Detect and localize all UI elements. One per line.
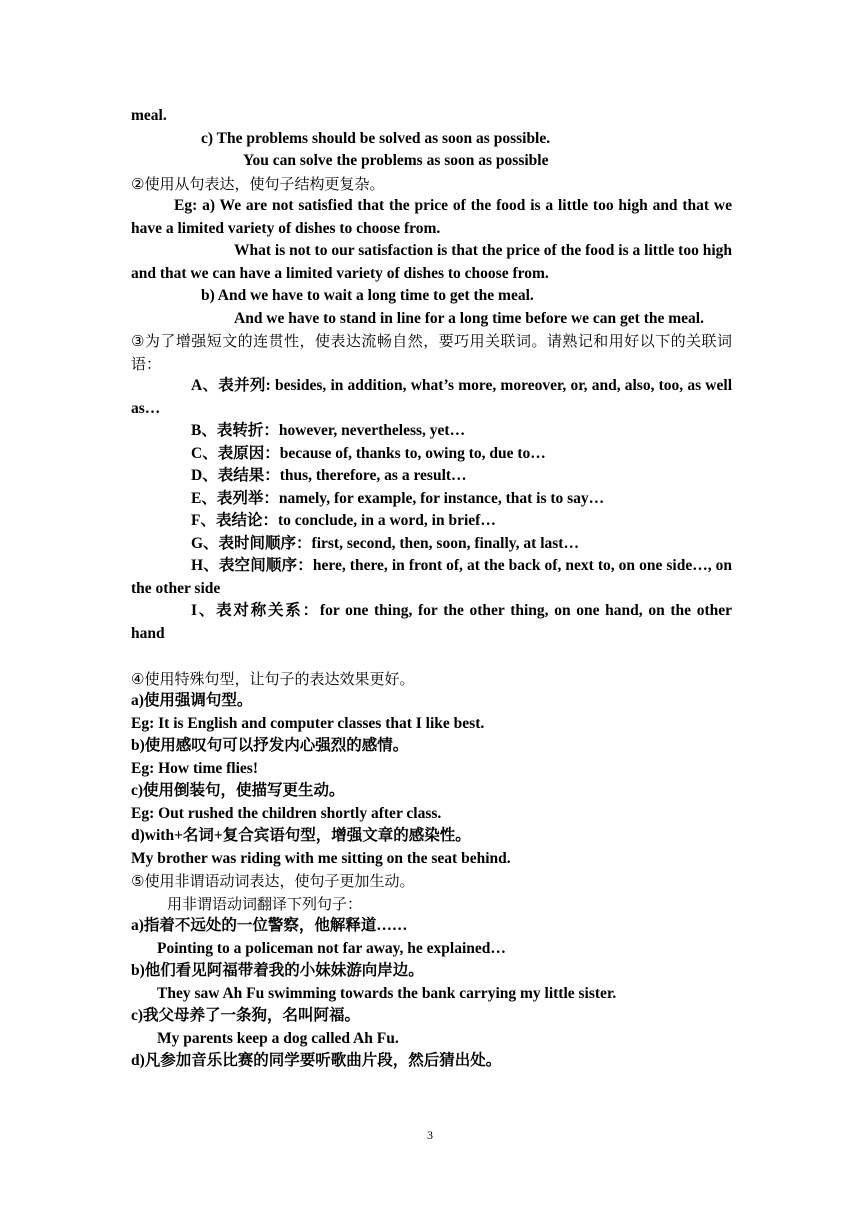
text-paragraph: What is not to our satisfaction is that the price of the food is a little too high and that we can have a limited variety of dishes to choose from. <box>131 242 732 282</box>
section-heading: ⑤使用非谓语动词表达，使句子更加生动。 <box>131 872 415 890</box>
text-line: meal. <box>131 107 167 124</box>
connector-list-item: D、表结果：thus, therefore, as a result… <box>191 467 467 484</box>
text-line: c) The problems should be solved as soon as possible. <box>201 129 551 147</box>
example-line: Eg: How time flies! <box>131 759 258 777</box>
page-number: 3 <box>427 1128 433 1142</box>
instruction-line: 用非谓语动词翻译下列句子： <box>167 894 363 913</box>
exercise-prompt: b)他们看见阿福带着我的小妹妹游向岸边。 <box>131 962 424 979</box>
exercise-prompt: a)指着不远处的一位警察，他解释道…… <box>131 917 408 934</box>
connector-list-item: C、表原因：because of, thanks to, owing to, due to… <box>191 444 546 462</box>
document-body <box>131 105 732 1073</box>
section-heading: ④使用特殊句型，让句子的表达效果更好。 <box>131 669 415 688</box>
exercise-answer: My parents keep a dog called Ah Fu. <box>157 1029 399 1047</box>
text-line: c)使用倒装句，使描写更生动。 <box>131 782 345 799</box>
section-heading: ②使用从句表达，使句子结构更复杂。 <box>131 174 385 193</box>
connector-list-item: I、表对称关系：for one thing, for the other thing, on one hand, on the other hand <box>131 602 732 642</box>
connector-list-item: H、表空间顺序：here, there, in front of, at the back of, next to, on one side…, on the other side <box>131 557 732 597</box>
exercise-prompt: d)凡参加音乐比赛的同学要听歌曲片段，然后猜出处。 <box>131 1052 502 1069</box>
text-line: b) And we have to wait a long time to get the meal. <box>201 287 534 304</box>
blank-line <box>131 645 732 668</box>
connector-list-item: E、表列举：namely, for example, for instance, that is to say… <box>191 489 605 507</box>
connector-list-item: G、表时间顺序：first, second, then, soon, finally, at last… <box>191 534 579 552</box>
text-paragraph: And we have to stand in line for a long time before we can get the meal. <box>234 309 704 327</box>
exercise-prompt: c)我父母养了一条狗，名叫阿福。 <box>131 1007 361 1024</box>
example-line: Eg: It is English and computer classes that I like best. <box>131 714 485 732</box>
exercise-answer: They saw Ah Fu swimming towards the bank carrying my little sister. <box>157 984 617 1002</box>
text-line: a)使用强调句型。 <box>131 692 253 709</box>
section-heading: ③为了增强短文的连贯性，使表达流畅自然，要巧用关联词。请熟记和用好以下的关联词语： <box>131 332 732 373</box>
text-line: d)with+名词+复合宾语句型，增强文章的感染性。 <box>131 827 471 844</box>
example-line: My brother was riding with me sitting on the seat behind. <box>131 849 511 867</box>
text-line: You can solve the problems as soon as possible <box>243 152 549 169</box>
connector-list-item: B、表转折：however, nevertheless, yet… <box>191 422 466 439</box>
text-paragraph: Eg: a) We are not satisfied that the price of the food is a little too high and that we have a limited variety of dishes to choose from. <box>131 197 732 237</box>
connector-list-item: A、表并列: besides, in addition, what’s more, moreover, or, and, also, too, as well as… <box>131 377 732 417</box>
example-line: Eg: Out rushed the children shortly after class. <box>131 804 442 822</box>
connector-list-item: F、表结论：to conclude, in a word, in brief… <box>191 512 496 529</box>
text-line: b)使用感叹句可以抒发内心强烈的感情。 <box>131 737 409 754</box>
exercise-answer: Pointing to a policeman not far away, he explained… <box>157 939 506 957</box>
